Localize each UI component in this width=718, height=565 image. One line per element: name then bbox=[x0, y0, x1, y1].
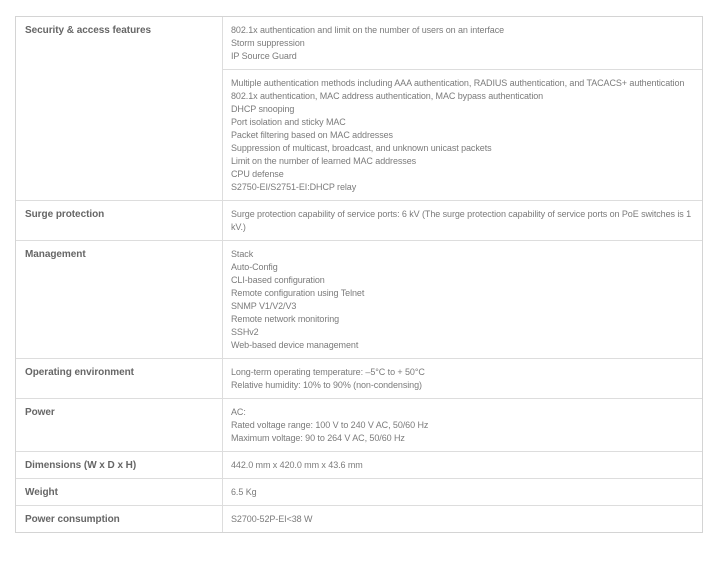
spec-text-line: Surge protection capability of service ports: 6 kV (The surge protection capability of service ports on PoE switches is 1 kV.) bbox=[231, 209, 692, 232]
table-row bbox=[16, 478, 702, 505]
table-row bbox=[16, 505, 702, 532]
spec-value-column bbox=[222, 359, 702, 398]
spec-text-line: 802.1x authentication, MAC address authentication, MAC bypass authentication bbox=[231, 91, 544, 101]
spec-text-line: AC: bbox=[231, 407, 246, 417]
spec-value-column bbox=[222, 479, 702, 505]
spec-text-line: Port isolation and sticky MAC bbox=[231, 117, 346, 127]
spec-text-line: SNMP V1/V2/V3 bbox=[231, 301, 297, 311]
spec-text-line: 802.1x authentication and limit on the number of users on an interface bbox=[231, 25, 505, 35]
spec-label: Security & access features bbox=[25, 25, 151, 36]
spec-value-cell bbox=[223, 241, 702, 358]
spec-label: Dimensions (W x D x H) bbox=[25, 460, 137, 471]
table-row bbox=[16, 240, 702, 358]
spec-text-line: CLI-based configuration bbox=[231, 275, 325, 285]
spec-text-line: Remote configuration using Telnet bbox=[231, 288, 365, 298]
spec-text-line: Packet filtering based on MAC addresses bbox=[231, 130, 393, 140]
spec-value-column bbox=[222, 399, 702, 451]
spec-text-line: Rated voltage range: 100 V to 240 V AC, 50/60 Hz bbox=[231, 420, 429, 430]
spec-text-line: Maximum voltage: 90 to 264 V AC, 50/60 Hz bbox=[231, 433, 405, 443]
spec-value-cell bbox=[223, 69, 702, 200]
table-row bbox=[16, 358, 702, 398]
spec-text-line: Suppression of multicast, broadcast, and unknown unicast packets bbox=[231, 143, 492, 153]
spec-text-line: Long-term operating temperature: –5°C to + 50°C bbox=[231, 367, 425, 377]
spec-value-column bbox=[222, 201, 702, 240]
spec-label: Management bbox=[25, 249, 86, 260]
table-row bbox=[16, 398, 702, 451]
spec-text-line: 442.0 mm x 420.0 mm x 43.6 mm bbox=[231, 460, 363, 470]
spec-text-line: Multiple authentication methods including AAA authentication, RADIUS authentication, and TACACS+ authentication bbox=[231, 78, 685, 88]
table-row bbox=[16, 17, 702, 200]
spec-label: Operating environment bbox=[25, 367, 134, 378]
table-row bbox=[16, 200, 702, 240]
spec-label: Weight bbox=[25, 487, 58, 498]
spec-label: Power consumption bbox=[25, 514, 120, 525]
spec-value-column bbox=[222, 452, 702, 478]
spec-text-line: S2750-EI/S2751-EI:DHCP relay bbox=[231, 182, 357, 192]
spec-text-line: S2700-52P-EI<38 W bbox=[231, 514, 313, 524]
spec-label: Power bbox=[25, 407, 55, 418]
spec-text-line: Auto-Config bbox=[231, 262, 278, 272]
spec-text-line: 6.5 Kg bbox=[231, 487, 257, 497]
spec-text-line: Stack bbox=[231, 249, 254, 259]
spec-value-cell bbox=[223, 506, 702, 532]
spec-text-line: SSHv2 bbox=[231, 327, 259, 337]
spec-text-line: Remote network monitoring bbox=[231, 314, 340, 324]
spec-text-line: CPU defense bbox=[231, 169, 284, 179]
spec-value-column bbox=[222, 17, 702, 200]
spec-value-cell bbox=[223, 201, 702, 240]
spec-value-column bbox=[222, 241, 702, 358]
spec-text-line: Limit on the number of learned MAC addresses bbox=[231, 156, 417, 166]
spec-text-line: IP Source Guard bbox=[231, 51, 297, 61]
spec-value-cell bbox=[223, 452, 702, 478]
spec-text-line: Relative humidity: 10% to 90% (non-condensing) bbox=[231, 380, 422, 390]
spec-value-cell bbox=[223, 17, 702, 69]
spec-text-line: Storm suppression bbox=[231, 38, 305, 48]
spec-value-cell bbox=[223, 479, 702, 505]
spec-text-line: DHCP snooping bbox=[231, 104, 295, 114]
spec-value-cell bbox=[223, 399, 702, 451]
spec-value-column bbox=[222, 506, 702, 532]
spec-value-cell bbox=[223, 359, 702, 398]
spec-text-line: Web-based device management bbox=[231, 340, 359, 350]
spec-label: Surge protection bbox=[25, 209, 105, 220]
table-row bbox=[16, 451, 702, 478]
spec-table bbox=[15, 16, 703, 533]
